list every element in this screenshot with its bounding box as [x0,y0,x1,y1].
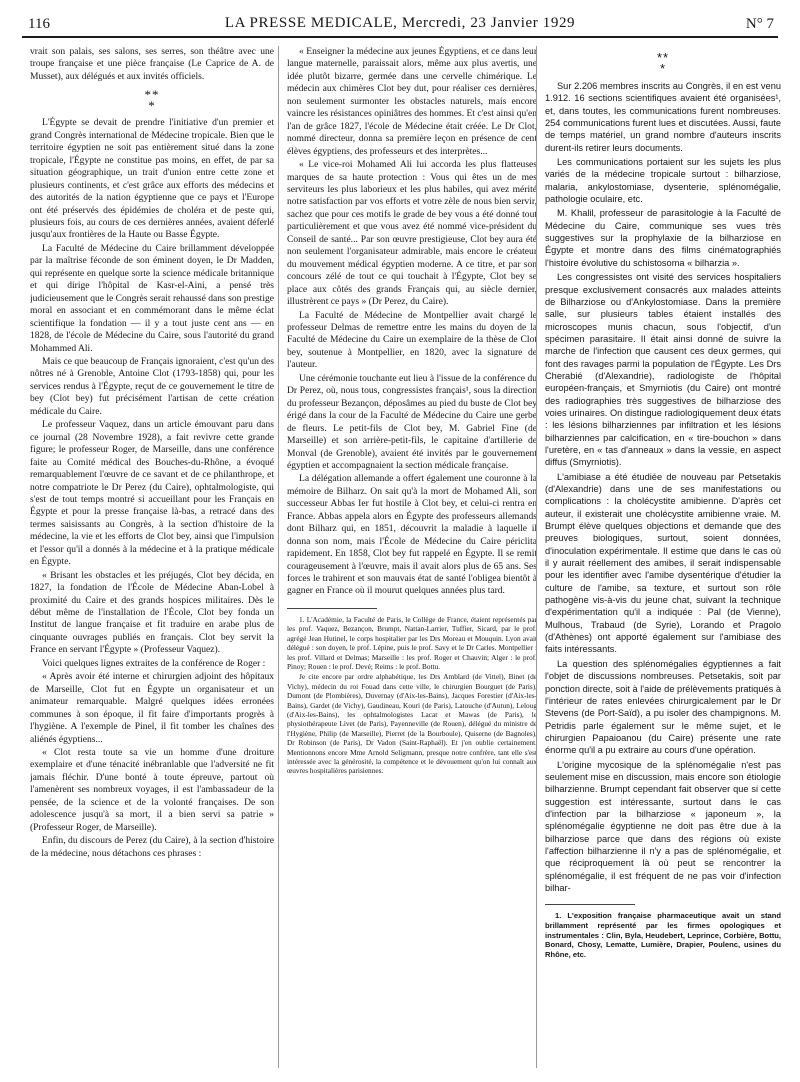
page-number: 116 [28,16,50,32]
footnote-rule [545,904,635,905]
footnote: Je cite encore par ordre alphabétique, les Drs Amblard (de Vittel), Binet (de Vichy), médecin du roi Fouad dans cette ville, le chirurgien Bourguet (de Paris), Dumont (de Plombières), Duvernay (d'Aix-les-Bains), Jacques Forestier (d'Aix-les-Bains), Gardet (de Vichy), Gaudineau, Kouri (de Paris), Latouche (d'Autun), Leloug (d'Aix-les-Bains), les ophtalmologistes Lacat et Mawas (de Paris), le physiothérapeute Livet (de Paris), Payenneville (de Rouen), délégué du ministre de l'Hygiène, Philip (de Marseille), Pierret (de la Bourboule), Quiserne (de Bagnoles), Dr Robinson (de Paris), Dr Vadon (Saint-Raphaël). Et j'en oublie certainement. Mentionnons encore Mme Arnold Seligmann, presque notre confrère, tant elle s'est intéressée avec la générosité, la compétence et le dévouement qu'on lui connaît aux œuvres hospitalières parisiennes. [287,672,537,776]
paragraph: La délégation allemande a offert également une couronne à la mémoire de Bilharz. On sait qu'à la mort de Mohamed Ali, son successeur Abbas Ier fut hostile à Clot bey, et celui-ci rentra en France. Abbas appela alors en Égypte des professeurs allemands dont Bilharz qui, en 1851, découvrit la maladie à laquelle il donna son nom, mais l'École de Médecine du Caire périclita rapidement. En 1858, Clot bey fut rappelé en Égypte. Il se remit courageusement à l'œuvre, mais il avait alors plus de 65 ans. Ses forces le trahirent et son mauvais état de santé l'obligea bientôt à gagner en France où il mourut quelques années plus tard. [287,473,537,597]
issue-number: N° 7 [745,16,774,32]
quotation: « Clot resta toute sa vie un homme d'une droiture exemplaire et d'une ténacité inébranlable que l'adversité ne fit jamais fléchir. D'une bonté à toute épreuve, partout où l'amenèrent ses nombreux voyages, il est l'ambassadeur de la pensée, de la science et de la volonté françaises. De son adolescence jusqu'à sa mort, il a bien servi sa patrie » (Professeur Roger, de Marseille). [30,747,274,833]
paragraph: Enfin, du discours de Perez (du Caire), à la section d'histoire de la médecine, nous détachons ces phrases : [30,835,274,859]
quotation: « Enseigner la médecine aux jeunes Égyptiens, et ce dans leur langue maternelle, paraissait alors, même aux plus avertis, une idée plutôt bizarre, germée dans une cervelle chimérique. Le médecin aux chimères Clot bey dut, pour réaliser ces dernières, non seulement surmonter les obstacles naturels, mais encore vaincre les résistances opiniâtres des hommes. Et c'est ainsi qu'en l'an de grâce 1827, l'école de Médecine était créée. Le Dr Clot, nommé directeur, donna sa première leçon en présence de cent élèves égyptiens, des professeurs et des interprètes... [287,46,537,157]
quotation: « Après avoir été interne et chirurgien adjoint des hôpitaux de Marseille, Clot fut en Égypte un organisateur et un animateur remarquable. Malgré quelques idées erronées communes à son époque, il fit faire d'importants progrès à l'hygiène. A l'exemple de Pinel, il fit tomber les chaînes des aliénés égyptiens... [30,671,274,745]
newspaper-page [22,10,781,1074]
column-1 [30,46,274,1068]
paragraph: La Faculté de Médecine de Montpellier avait chargé le professeur Delmas de remettre entre les mains du doyen de la Faculté de Médecine du Caire un exemplaire de la thèse de Clot bey, soutenue à Montpellier, en 1820, avec la signature de l'auteur. [287,309,537,371]
footnote: 1. L'exposition française pharmaceutique avait un stand brillamment représenté par les firmes opologiques et instrumentales : Clin, Byla, Heudebert, Leprince, Corbière, Bottu, Bonard, Chosy, Lematte, Lumière, Drapier, Poulenc, usines du Rhône, etc. [545,911,781,959]
paragraph: Mais ce que beaucoup de Français ignoraient, c'est qu'un des nôtres né à Grenoble, Antoine Clot (1793-1858) qui, pour les services rendus à l'Égypte, reçut de ce gouvernement le titre de bey (Clot bey) fut précisément l'artisan de cette création médicale du Caire. [30,355,274,417]
column-3 [536,46,781,1068]
paragraph: vrait son palais, ses salons, ses serres, son théâtre avec une troupe française et une pièce française (Le Caprice de A. de Musset), aux délégués et aux invités officiels. [30,46,274,82]
paragraph: L'origine mycosique de la splénomégalie n'est pas seulement mise en discussion, mais encore son étiologie bilharzienne. Brumpt cependant fait observer que si cette suggestion est intéressante, surtout dans le cas d'infection par la bilharziose « japoneum », la splénomégalie égyptienne ne doit pas être due à la bilharziose parce que dans des régions où existe l'affection bilharzienne il n'y a pas de splénomégalie, et que réciproquement là où peut se rencontrer la splénomégalie, il est fréquent de ne pas voir d'infection bilhar- [545,759,781,893]
journal-title: LA PRESSE MEDICALE, Mercredi, 23 Janvier 1929 [224,15,576,31]
paragraph: Sur 2.206 membres inscrits au Congrès, il en est venu 1.912. 16 sections scientifiques avaient été organisées¹, et, dans toutes, les communications furent nombreuses. 254 communications furent lues et discutées. Aussi, faute de temps matériel, un grand nombre d'auteurs inscrits durent-ils retirer leurs documents. [545,81,781,153]
paragraph: La Faculté de Médecine du Caire brillamment développée par la maîtrise féconde de son éminent doyen, le Dr Madden, qui représente en quelque sorte la science médicale britannique et qui dirige l'hôpital de Kasr-el-Aini, a pensé très judicieusement que le Congrès serait rehaussé dans son prestige moral en associant et en commémorant dans le même éclat scientifique la fondation — il y a tout juste cent ans — en 1828, de l'école de Médecine du Caire, sous l'autorité du grand Mohammed Ali. [30,242,274,354]
column-2 [278,46,537,1068]
section-separator-stars: ** * [656,50,670,76]
paragraph: Une cérémonie touchante eut lieu à l'issue de la conférence du Dr Perez, où, nous tous, congressistes français¹, sous la direction du professeur Bezançon, déposâmes au pied du buste de Clot bey érigé dans la cour de la Faculté de Médecine du Caire une gerbe de fleurs. Le petit-fils de Clot bey, M. Gabriel Fine (de Marseille) et son arrière-petit-fils, le capitaine d'artillerie de Monval (de Grenoble), avaient été invités par le gouvernement égyptien et accompagnaient la section médicale française. [287,372,537,471]
footnote-rule [287,608,377,609]
section-separator-stars: ** * [144,87,160,114]
quotation: « Le vice-roi Mohamed Ali lui accorda les plus flatteuses marques de sa haute protection : Vous qui êtes un de mes serviteurs les plus laborieux et les plus habiles, qui avez mérité notre satisfaction par vos efforts et votre zèle de nous bien servir, sachez que pour ces motifs le grade de bey vous a été donné tout particulièrement et que vous avez été nommé vice-président du Conseil de santé... Par son œuvre prestigieuse, Clot bey aura été non seulement l'organisateur admirable, mais encore le créateur du mouvement médical égyptien moderne. A ce titre, et par son concours zélé de tout ce qui touchait à l'Égypte, Clot bey se place aux côtés des grands Français qui, au siècle dernier, illustrèrent ce pays » (Dr Perez, du Caire). [287,159,537,308]
footnote: 1. L'Académie, la Faculté de Paris, le Collège de France, étaient représentés par les prof. Vaquez, Bezançon, Brumpt, Nattan-Larrier, Tuffier, Sicard, par le prof. agrégé Jean Hutinel, le corps hospitalier par les Drs Moreau et Mouquin. Lyon avait délégué : son doyen, le prof. Lépine, puis le prof. Savy et le Dr Carles. Montpellier : les prof. Villard et Delmas; Marseille : les prof. Roger et Chauvin; Alger : le prof. Pinoy; Rouen : le prof. Devé; Reims : le prof. Bottu. [287,614,537,671]
paragraph: Le professeur Vaquez, dans un article émouvant paru dans ce journal (28 Novembre 1928), a fait revivre cette grande figure; le professeur Roger, de Marseille, dans une conférence faite au Comité médical des Bouches-du-Rhône, a évoqué remarquablement l'œuvre de ce savant et de ce philanthrope, et notre compatriote le Dr Perez (du Caire), ophtalmologiste, qui s'est de tout temps montré si accueillant pour les Français en Égypte et pour la presse française là-bas, a retracé dans des termes saisissants au Congrès, à la section d'histoire de la médecine, la vie et les efforts de Clot bey, ainsi que l'impulsion et l'essor qu'il a donnés à la médecine et à la pratique médicale en Égypte. [30,419,274,568]
paragraph: L'Égypte se devait de prendre l'initiative d'un premier et grand Congrès international de Médecine tropicale. Bien que le territoire égyptien ne soit pas entièrement situé dans la zone tropicale, l'Égypte ne constitue pas moins, en effet, de par sa situation géographique, un trait d'union entre cette zone et plusieurs continents, et c'est grâce aux efforts des médecins et des autorités de la nation égyptienne que ce pays et l'Europe ont été préservés des épidémies de choléra et de peste qui, plusieurs fois, au cours de ces dernières années, avaient déferlé jusqu'aux frontières de la Haute ou Basse Égypte. [30,117,274,241]
paragraph: Les communications portaient sur les sujets les plus variés de la médecine tropicale surtout : bilharziose, malaria, ankylostomiase, dysenterie, splénomégalie, pathologie oculaire, etc. [545,157,781,205]
paragraph: L'amibiase a été étudiée de nouveau par Petsetakis (d'Alexandrie) dans une de ses manifestations ou complications : la cholécystite amibienne. D'après cet auteur, il existerait une cholécystite amibienne vraie. M. Brumpt élève quelques objections et demande que des preuves biologiques, surtout, soient données, d'inoculation expérimentale. Il estime que dans le cas où il y aurait réellement des amibes, il serait indispensable pour les identifier avec l'amibe dysentérique d'étudier la culture de l'amibe, sa texture, et surtout son rôle pathogène vis-à-vis du jeune chat, suivant la technique d'expérimentation qu'il a indiquée : Pal (de Vienne), Mulhous, Trabaud (de Syrie), Lorando et Pragolo (d'Athènes) ont apporté également sur l'amibiase des faits intéressants. [545,471,781,655]
paragraph: M. Khalil, professeur de parasitologie à la Faculté de Médecine du Caire, communique ses vues très suggestives sur la prophylaxie de la bilharziose en Égypte et montre dans des films cinématographiés l'histoire évolutive du schistosoma « bilharzia ». [545,208,781,268]
paragraph: Voici quelques lignes extraites de la conférence de Roger : [42,657,266,669]
page-header [22,10,778,38]
paragraph: Les congressistes ont visité des services hospitaliers presque exclusivement consacrés aux malades atteints de Bilharziose ou d'Ankylostomiase. Dans la première salle, sur plusieurs tables étaient installés des microscopes munis chacun, sous l'objectif, d'un spécimen parasitaire. Il était ainsi donné de suivre la marche de l'infection que causent ces deux germes, qui font des ravages parmi la population de l'Égypte. Les Drs Cherabié (d'Alexandrie), radiologiste de l'hôpital européen-français, et Smyrniotis (du Caire) ont montré des radiographies très suggestives de bilharziose des voies urinaires. On distingue radiologiquement deux états : les lésions bilharziennes par infiltration et les lésions bilharziennes par calcification, en « tire-bouchon » dans l'uretère, en « tas d'anneaux » dans la vessie, en aspect diffus (Smyrniotis). [545,272,781,468]
quotation: « Brisant les obstacles et les préjugés, Clot bey décida, en 1827, la fondation de l'École de Médecine Aban-Lobel à proximité du Caire et des grands hospices militaires. Dès le début même de l'installation de l'École, Clot bey fonda un Institut de langue française et fit traduire en arabe plus de cinquante ouvrages publiés en français. Clot bey servit la France en servant l'Égypte » (Professeur Vaquez). [30,569,274,656]
paragraph: La question des splénomégalies égyptiennes a fait l'objet de discussions nombreuses. Petsetakis, soit par ponction directe, soit à l'aide de prélèvements pratiqués à l'intérieur de rates enlevées chirurgicalement par le Dr Stevens (de Port-Saïd), a pu isoler des champignons. M. Petridis parle également sur le même sujet, et le chirurgien Papaioanou (du Caire) présente une rate énorme qu'il a pu extraire au cours d'une opération. [545,658,781,756]
